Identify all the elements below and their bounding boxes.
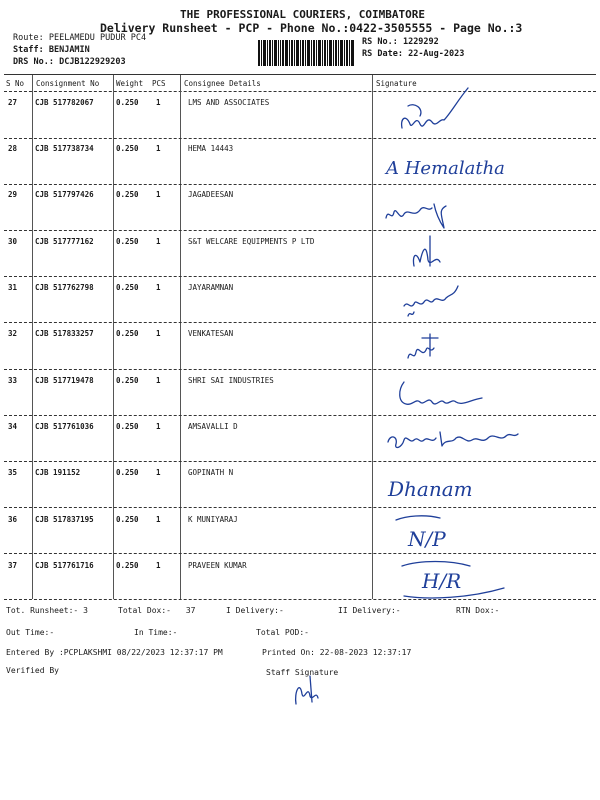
row-sno: 37 (8, 561, 18, 570)
rs-date-value: 22-Aug-2023 (408, 49, 465, 59)
total-pod: Total POD:- (256, 628, 309, 637)
row-weight: 0.250 (116, 561, 139, 570)
row-consignee: LMS AND ASSOCIATES (188, 98, 270, 107)
staff-value: BENJAMIN (48, 45, 90, 55)
col-divider (32, 75, 33, 599)
drs-line (13, 57, 126, 67)
row-consignee: VENKATESAN (188, 329, 234, 338)
route-label: Route: (13, 33, 44, 43)
row-rule (4, 276, 596, 277)
row-pcs: 1 (156, 190, 161, 199)
row-consignment: CJB 191152 (35, 468, 81, 477)
signature-row-37-text: H/R (422, 569, 462, 593)
col-pcs: PCS (152, 79, 166, 88)
route-line (13, 33, 146, 43)
row-sno: 34 (8, 422, 18, 431)
row-consignee: GOPINATH N (188, 468, 234, 477)
rtn-dox: RTN Dox:- (456, 606, 500, 615)
col-divider (180, 75, 181, 599)
row-rule (4, 369, 596, 370)
row-consignment: CJB 517719478 (35, 376, 94, 385)
row-rule (4, 322, 596, 323)
rs-date-label: RS Date: (362, 49, 403, 59)
row-consignment: CJB 517777162 (35, 237, 94, 246)
row-consignee: JAGADEESAN (188, 190, 234, 199)
row-sno: 27 (8, 98, 18, 107)
row-sno: 35 (8, 468, 18, 477)
row-weight: 0.250 (116, 515, 139, 524)
out-time: Out Time:- (6, 628, 55, 637)
col-consignee: Consignee Details (184, 79, 261, 88)
col-divider (372, 75, 373, 599)
table-top-rule (4, 74, 596, 75)
row-rule (4, 507, 596, 508)
signature-row-29 (380, 192, 470, 232)
ii-delivery: II Delivery:- (338, 606, 401, 615)
row-pcs: 1 (156, 144, 161, 153)
row-rule (4, 415, 596, 416)
total-dox (118, 606, 195, 615)
rs-no-label: RS No.: (362, 37, 398, 47)
row-pcs: 1 (156, 422, 161, 431)
rs-date-line (362, 49, 464, 59)
row-consignment: CJB 517837195 (35, 515, 94, 524)
signature-row-36 (390, 512, 470, 552)
staff-signature-label: Staff Signature (266, 668, 339, 677)
total-dox-label: Total Dox:- (118, 606, 171, 615)
row-rule (4, 138, 596, 139)
row-sno: 28 (8, 144, 18, 153)
row-pcs: 1 (156, 376, 161, 385)
col-divider (113, 75, 114, 599)
verified-by: Verified By (6, 666, 59, 675)
row-pcs: 1 (156, 237, 161, 246)
entered-by: Entered By :PCPLAKSHMI 08/22/2023 12:37:17 PM (6, 648, 223, 657)
row-weight: 0.250 (116, 98, 139, 107)
row-pcs: 1 (156, 329, 161, 338)
row-pcs: 1 (156, 98, 161, 107)
rs-no-line (362, 37, 439, 47)
company-title: THE PROFESSIONAL COURIERS, COIMBATORE (180, 8, 426, 21)
row-weight: 0.250 (116, 190, 139, 199)
header-bottom-rule (4, 91, 596, 92)
col-signature: Signature (376, 79, 417, 88)
row-rule (4, 553, 596, 554)
row-rule (4, 230, 596, 231)
row-consignee: HEMA 14443 (188, 144, 234, 153)
row-sno: 29 (8, 190, 18, 199)
i-delivery: I Delivery:- (226, 606, 284, 615)
staff-line (13, 45, 90, 55)
signature-row-31 (398, 282, 468, 322)
drs-label: DRS No.: (13, 57, 54, 67)
signature-row-35 (384, 466, 504, 510)
row-pcs: 1 (156, 515, 161, 524)
col-sno: S No (6, 79, 25, 88)
signature-row-36-text: N/P (408, 527, 446, 551)
row-consignee: K MUNIYARAJ (188, 515, 238, 524)
tot-runsheet: Tot. Runsheet:- 3 (6, 606, 88, 615)
row-consignment: CJB 517797426 (35, 190, 94, 199)
row-pcs: 1 (156, 283, 161, 292)
col-weight: Weight (116, 79, 144, 88)
row-sno: 31 (8, 283, 18, 292)
col-consignment: Consignment No (36, 79, 100, 88)
row-sno: 32 (8, 329, 18, 338)
row-rule (4, 461, 596, 462)
row-sno: 30 (8, 237, 18, 246)
row-weight: 0.250 (116, 329, 139, 338)
row-weight: 0.250 (116, 283, 139, 292)
runsheet-title: Delivery Runsheet - PCP - Phone No.:0422-3505555 - Page No.:3 (100, 21, 523, 35)
signature-row-30 (400, 232, 460, 272)
barcode (258, 40, 354, 66)
printed-on: Printed On: 22-08-2023 12:37:17 (262, 648, 412, 657)
route-value: PEELAMEDU PUDUR PC4 (48, 33, 147, 43)
signature-row-28-text: A Hemalatha (386, 158, 505, 179)
row-consignment: CJB 517833257 (35, 329, 94, 338)
rs-no-value: 1229292 (402, 37, 439, 47)
signature-row-32 (400, 328, 460, 368)
row-consignment: CJB 517761716 (35, 561, 94, 570)
signature-row-33 (392, 374, 492, 414)
row-consignee: SHRI SAI INDUSTRIES (188, 376, 274, 385)
drs-value: DCJB122929203 (59, 57, 126, 67)
row-sno: 33 (8, 376, 18, 385)
row-weight: 0.250 (116, 422, 139, 431)
staff-label: Staff: (13, 45, 44, 55)
row-consignment: CJB 517761036 (35, 422, 94, 431)
signature-row-34 (382, 420, 522, 460)
row-consignee: PRAVEEN KUMAR (188, 561, 247, 570)
row-pcs: 1 (156, 561, 161, 570)
row-weight: 0.250 (116, 468, 139, 477)
row-weight: 0.250 (116, 376, 139, 385)
row-consignee: JAYARAMNAN (188, 283, 234, 292)
total-dox-value: 37 (185, 606, 196, 615)
row-consignment: CJB 517762798 (35, 283, 94, 292)
signature-row-27 (380, 84, 490, 140)
staff-signature (284, 672, 334, 708)
row-consignment: CJB 517782067 (35, 98, 94, 107)
row-pcs: 1 (156, 468, 161, 477)
row-consignee: S&T WELCARE EQUIPMENTS P LTD (188, 237, 315, 246)
in-time: In Time:- (134, 628, 178, 637)
signature-row-37 (400, 558, 510, 602)
row-consignee: AMSAVALLI D (188, 422, 238, 431)
row-sno: 36 (8, 515, 18, 524)
row-weight: 0.250 (116, 237, 139, 246)
row-weight: 0.250 (116, 144, 139, 153)
signature-row-28 (382, 146, 512, 186)
signature-row-35-text: Dhanam (388, 477, 473, 501)
row-consignment: CJB 517738734 (35, 144, 94, 153)
